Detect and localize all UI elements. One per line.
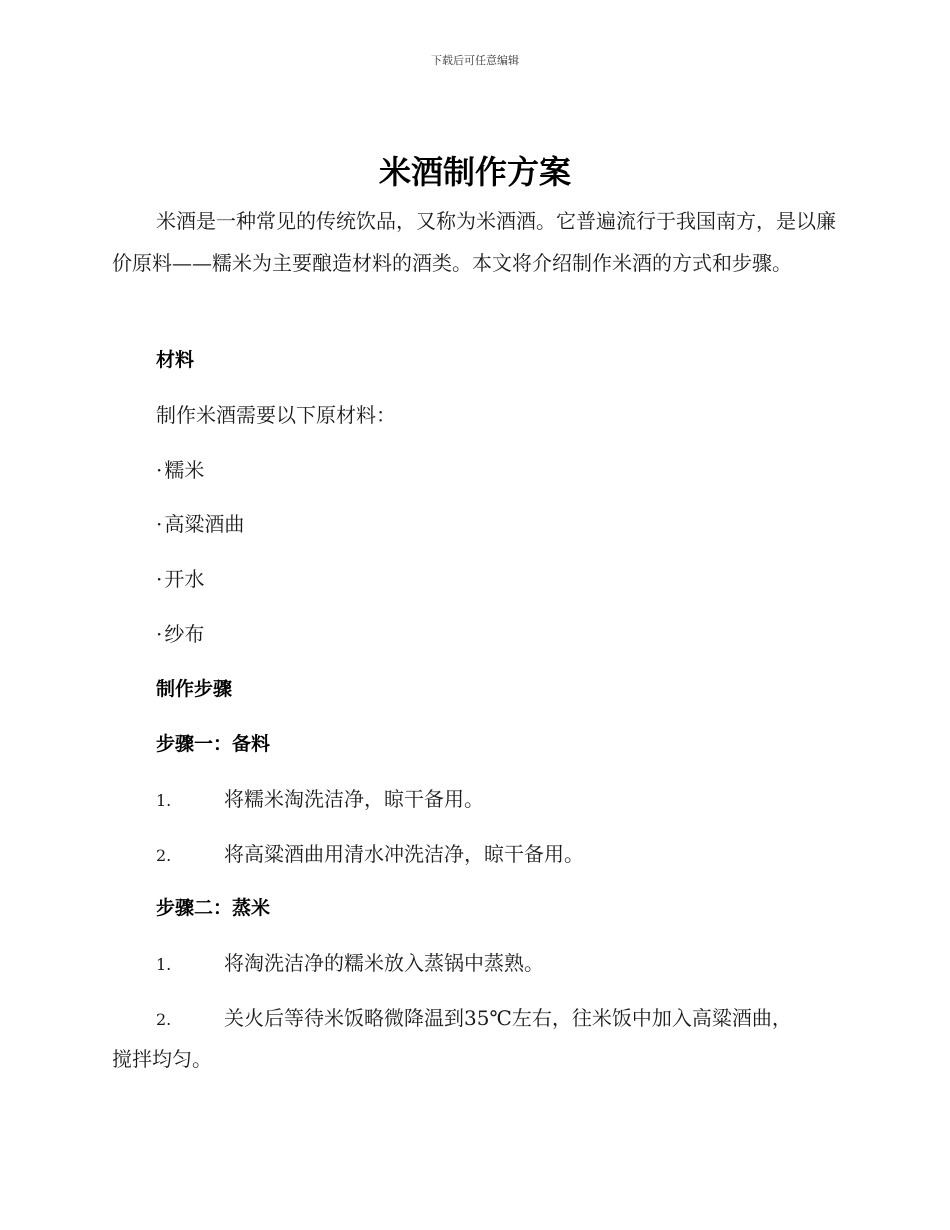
item-text: 关火后等待米饭略微降温到35℃左右，往米饭中加入高粱酒曲，: [224, 1006, 792, 1030]
material-item: [156, 454, 204, 486]
page-header: 下载后可任意编辑: [431, 54, 519, 67]
item-text: 将淘洗洁净的糯米放入蒸锅中蒸熟。: [224, 951, 544, 975]
item-text-continuation: 搅拌均匀。: [112, 1047, 212, 1071]
item-text: 将高粱酒曲用清水冲洗洁净，晾干备用。: [224, 842, 584, 866]
intro-paragraph: 米酒是一种常见的传统饮品，又称为米酒酒。它普遍流行于我国南方，是以廉价原料——糯米为主要酿造材料的酒类。本文将介绍制作米酒的方式和步骤。: [112, 209, 836, 275]
bullet-icon: ·: [156, 512, 163, 536]
step1-heading: 步骤一：备料: [156, 733, 271, 755]
material-item: [156, 563, 204, 595]
material-item: [156, 508, 244, 540]
item-number: 2.: [156, 846, 172, 865]
item-number: 2.: [156, 1010, 172, 1029]
step1-item: [156, 838, 584, 872]
material-item-label: 高粱酒曲: [164, 512, 245, 536]
document-title: 米酒制作方案: [378, 153, 571, 191]
item-number: 1.: [156, 791, 172, 810]
bullet-icon: ·: [156, 622, 163, 646]
step1-item: [156, 783, 484, 817]
material-item-label: 糯米: [164, 458, 205, 482]
material-item: [156, 618, 204, 650]
item-text: 将糯米淘洗洁净，晾干备用。: [224, 787, 484, 811]
item-number: 1.: [156, 955, 172, 974]
bullet-icon: ·: [156, 458, 163, 482]
material-item-label: 开水: [164, 567, 205, 591]
step2-heading: 步骤二：蒸米: [156, 897, 271, 919]
steps-heading: 制作步骤: [156, 678, 233, 700]
bullet-icon: ·: [156, 567, 163, 591]
material-item-label: 纱布: [164, 622, 205, 646]
step2-item: [156, 947, 544, 981]
materials-lead: 制作米酒需要以下原材料：: [156, 403, 396, 427]
step2-item: [156, 1002, 792, 1036]
materials-heading: 材料: [156, 349, 195, 371]
